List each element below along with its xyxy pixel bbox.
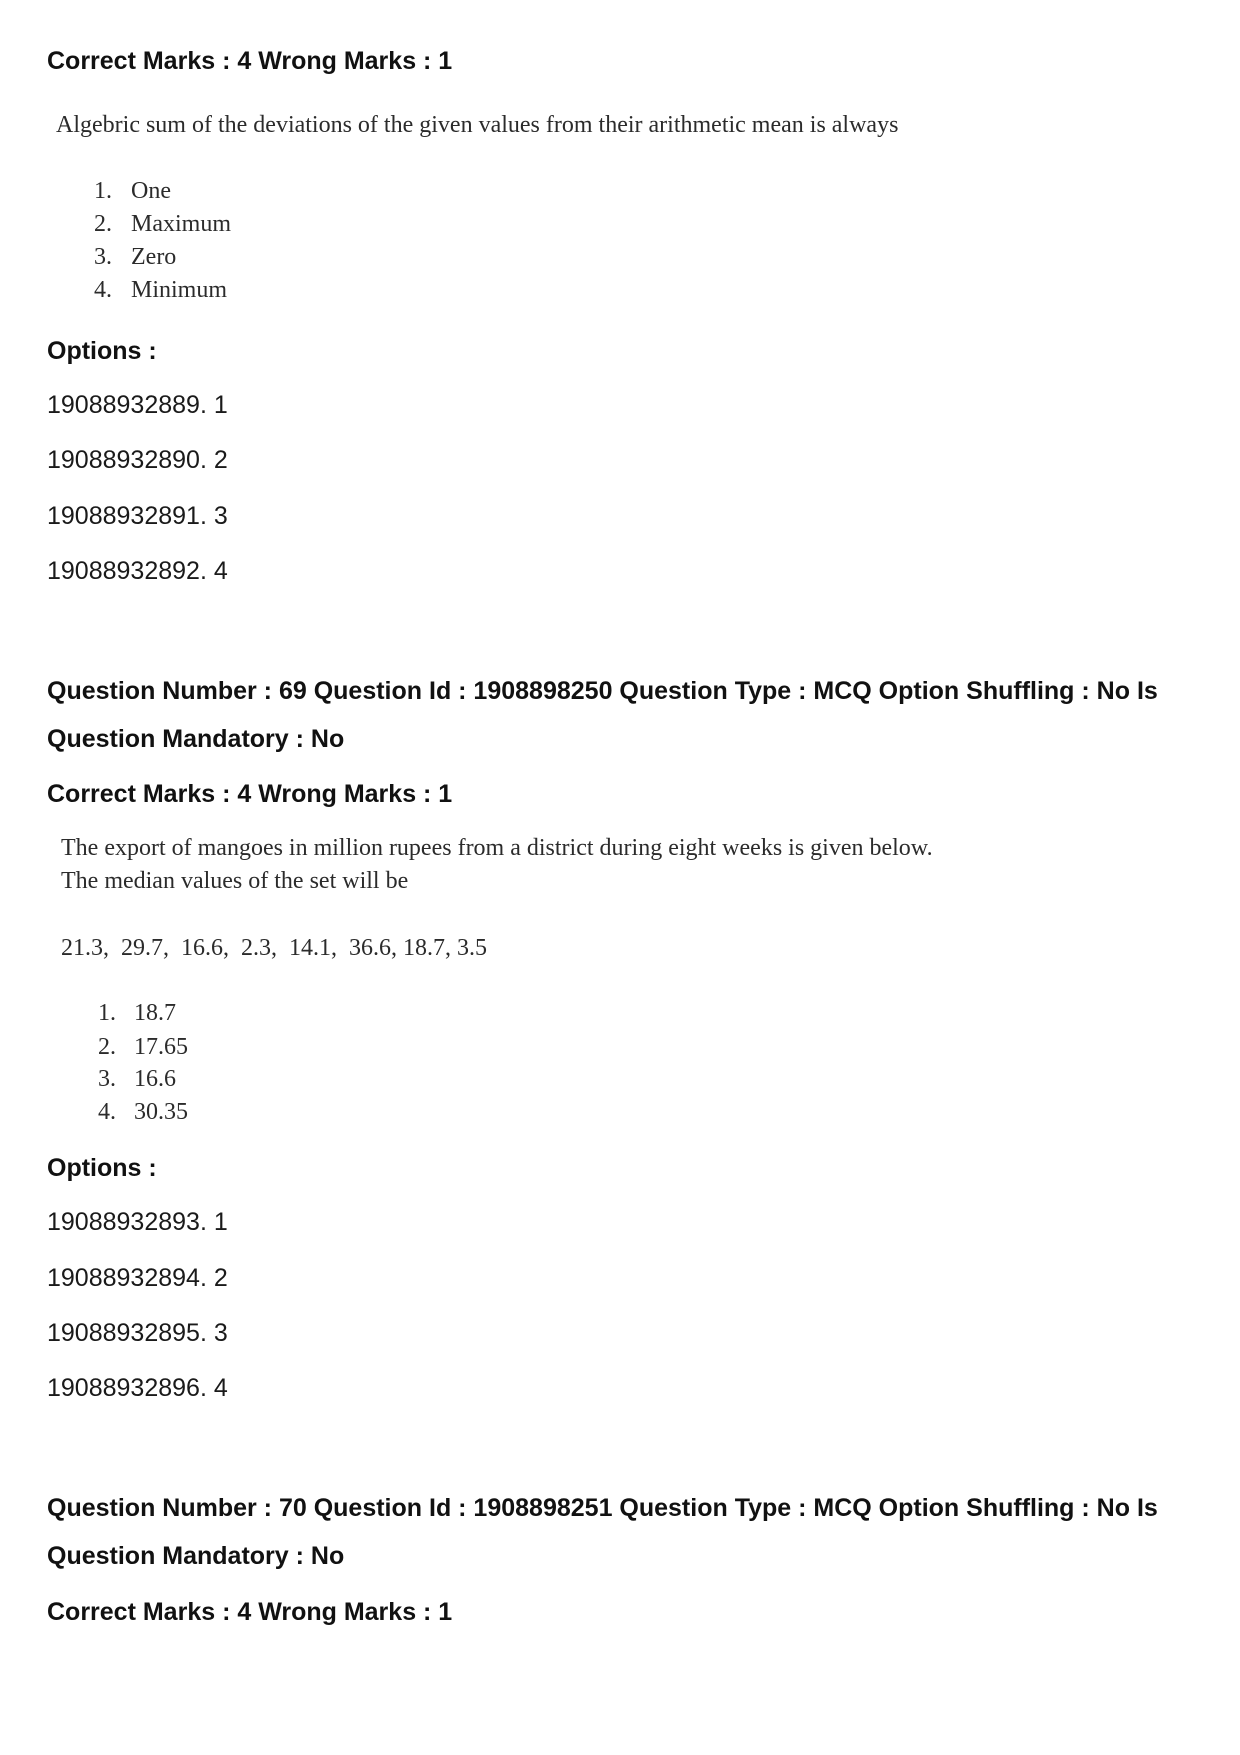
q69-question-text-line1: The export of mangoes in million rupees from a district during eight weeks is given below. [61, 835, 933, 861]
q69-option-3: 19088932895. 3 [47, 1319, 228, 1347]
q69-option-4: 19088932896. 4 [47, 1374, 228, 1402]
q69-choice-4 [0, 1097, 1240, 1127]
choice-text: Maximum [131, 211, 231, 237]
q69-choice-3 [0, 1064, 1240, 1094]
q68-choice-4 [0, 275, 1240, 305]
q70-marks: Correct Marks : 4 Wrong Marks : 1 [47, 1598, 453, 1626]
q70-header-line2: Question Mandatory : No [47, 1542, 345, 1570]
choice-text: 17.65 [134, 1034, 188, 1060]
q68-choice-1 [0, 176, 1240, 206]
choice-text: 30.35 [134, 1099, 188, 1125]
choice-number: 1. [98, 1000, 116, 1026]
choice-number: 1. [94, 178, 112, 204]
choice-number: 2. [94, 211, 112, 237]
q69-header-line1: Question Number : 69 Question Id : 1908898250 Question Type : MCQ Option Shuffling : No Is [47, 677, 1158, 705]
choice-number: 3. [94, 244, 112, 270]
q69-choice-2 [0, 1032, 1240, 1062]
q68-question-text: Algebric sum of the deviations of the given values from their arithmetic mean is always [56, 112, 899, 138]
q69-options-label: Options : [47, 1154, 157, 1182]
choice-number: 4. [98, 1099, 116, 1125]
q69-question-text-line2: The median values of the set will be [61, 868, 409, 894]
q68-option-2: 19088932890. 2 [47, 446, 228, 474]
q69-header-line2: Question Mandatory : No [47, 725, 345, 753]
q69-data-values: 21.3, 29.7, 16.6, 2.3, 14.1, 36.6, 18.7, 3.5 [61, 935, 487, 961]
choice-text: 18.7 [134, 1000, 176, 1026]
choice-text: Zero [131, 244, 177, 270]
q70-header-line1: Question Number : 70 Question Id : 1908898251 Question Type : MCQ Option Shuffling : No Is [47, 1494, 1158, 1522]
q68-choice-3 [0, 242, 1240, 272]
q68-option-3: 19088932891. 3 [47, 502, 228, 530]
q69-option-2: 19088932894. 2 [47, 1264, 228, 1292]
choice-text: Minimum [131, 277, 228, 303]
choice-number: 2. [98, 1034, 116, 1060]
q69-option-1: 19088932893. 1 [47, 1208, 228, 1236]
choice-text: 16.6 [134, 1066, 176, 1092]
q69-choice-1 [0, 998, 1240, 1028]
q69-marks: Correct Marks : 4 Wrong Marks : 1 [47, 780, 453, 808]
choice-number: 4. [94, 277, 112, 303]
q68-options-label: Options : [47, 337, 157, 365]
q68-marks: Correct Marks : 4 Wrong Marks : 1 [47, 47, 453, 75]
choice-number: 3. [98, 1066, 116, 1092]
choice-text: One [131, 178, 171, 204]
q68-option-4: 19088932892. 4 [47, 557, 228, 585]
q68-option-1: 19088932889. 1 [47, 391, 228, 419]
q68-choice-2 [0, 209, 1240, 239]
